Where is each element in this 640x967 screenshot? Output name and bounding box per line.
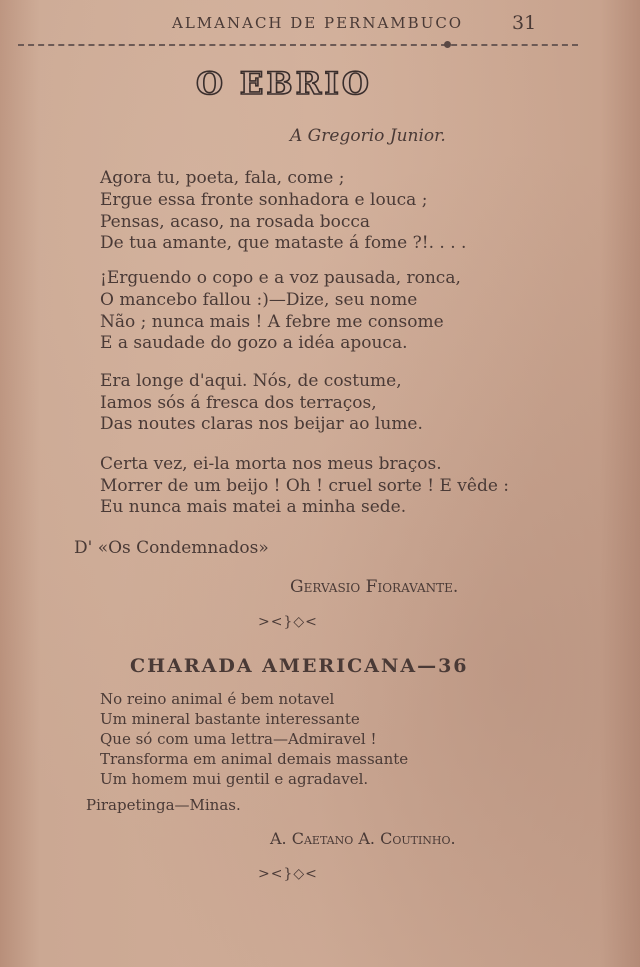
poem-line: Iamos sós á fresca dos terraços, xyxy=(100,393,377,413)
charade-line: Que só com uma lettra—Admiravel ! xyxy=(100,730,377,748)
poem-source: D' «Os Condemnados» xyxy=(74,538,269,558)
poem-line: Ergue essa fronte sonhadora e louca ; xyxy=(100,190,428,210)
poem-line: O mancebo fallou :)—Dize, seu nome xyxy=(100,290,418,310)
charade-line: Transforma em animal demais massante xyxy=(100,750,409,768)
poem-line: Certa vez, ei-la morta nos meus braços. xyxy=(100,454,442,474)
poem-line: ¡Erguendo o copo e a voz pausada, ronca, xyxy=(100,268,461,288)
poem-title: O EBRIO xyxy=(196,66,372,102)
header-rule xyxy=(18,44,578,46)
page-number: 31 xyxy=(512,12,537,34)
poem-line: Pensas, acaso, na rosada bocca xyxy=(100,212,371,232)
running-title: ALMANACH DE PERNAMBUCO xyxy=(172,14,464,32)
poem-line: Agora tu, poeta, fala, come ; xyxy=(100,168,345,188)
poem-line: Das noutes claras nos beijar ao lume. xyxy=(100,414,423,434)
charade-line: No reino animal é bem notavel xyxy=(100,690,335,708)
poem-dedication: A Gregorio Junior. xyxy=(290,126,446,146)
poem-line: Era longe d'aqui. Nós, de costume, xyxy=(100,371,402,391)
closing-ornament: ><}◇< xyxy=(258,866,318,882)
charade-place: Pirapetinga—Minas. xyxy=(86,796,241,814)
poem-line: Não ; nunca mais ! A febre me consome xyxy=(100,312,444,332)
poem-author: Gervasio Fioravante. xyxy=(290,577,459,597)
poem-line: Eu nunca mais matei a minha sede. xyxy=(100,497,407,517)
charade-author: A. Caetano A. Coutinho. xyxy=(270,829,456,848)
charade-line: Um homem mui gentil e agradavel. xyxy=(100,770,369,788)
poem-line: De tua amante, que mataste á fome ?!. . . . xyxy=(100,233,467,253)
poem-line: Morrer de um beijo ! Oh ! cruel sorte ! E vêde : xyxy=(100,476,510,496)
charade-line: Um mineral bastante interessante xyxy=(100,710,360,728)
header-rule-ornament xyxy=(444,41,451,48)
section-ornament: ><}◇< xyxy=(258,614,318,630)
charade-title: CHARADA AMERICANA—36 xyxy=(130,655,469,677)
poem-line: E a saudade do gozo a idéa apouca. xyxy=(100,333,408,353)
